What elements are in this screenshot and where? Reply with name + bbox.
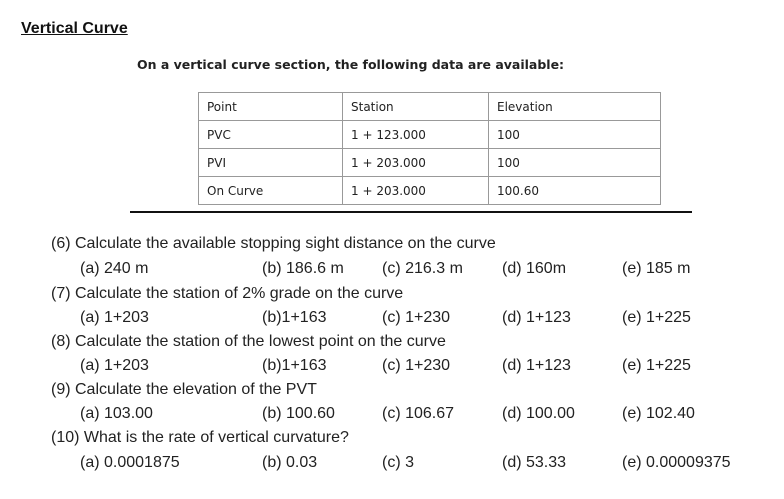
question-8: (8) Calculate the station of the lowest point on the curve: [51, 333, 446, 350]
page-title: Vertical Curve: [21, 20, 128, 37]
option-c: (c) 1+230: [382, 309, 451, 326]
option-d: (d) 1+123: [502, 357, 571, 374]
option-e: (e) 102.40: [622, 405, 695, 422]
option-b: (b) 186.6 m: [262, 260, 344, 277]
option-b: (b) 0.03: [262, 454, 318, 471]
option-a: (a) 103.00: [80, 405, 153, 422]
option-c: (c) 106.67: [382, 405, 455, 422]
question-6: (6) Calculate the available stopping sight distance on the curve: [51, 235, 496, 252]
option-e: (e) 1+225: [622, 309, 691, 326]
option-d: (d) 53.33: [502, 454, 567, 471]
option-c: (c) 1+230: [382, 357, 451, 374]
table-cell: PVC: [199, 121, 343, 149]
option-d: (d) 160m: [502, 260, 567, 277]
table-cell: On Curve: [199, 177, 343, 205]
horizontal-divider: [130, 211, 692, 213]
option-b: (b)1+163: [262, 357, 327, 374]
table-cell: PVI: [199, 149, 343, 177]
table-cell: 1 + 123.000: [343, 121, 489, 149]
option-a: (a) 1+203: [80, 309, 149, 326]
option-c: (c) 3: [382, 454, 414, 471]
table-row: [199, 177, 661, 205]
table-cell: 100.60: [489, 177, 661, 205]
option-e: (e) 0.00009375: [622, 454, 731, 471]
option-c: (c) 216.3 m: [382, 260, 463, 277]
table-header-row: [199, 93, 661, 121]
option-b: (b) 100.60: [262, 405, 335, 422]
table-cell: 1 + 203.000: [343, 149, 489, 177]
table-row: [199, 121, 661, 149]
option-e: (e) 1+225: [622, 357, 691, 374]
option-a: (a) 240 m: [80, 260, 149, 277]
option-a: (a) 1+203: [80, 357, 149, 374]
option-b: (b)1+163: [262, 309, 327, 326]
option-d: (d) 100.00: [502, 405, 575, 422]
intro-text: On a vertical curve section, the following data are available:: [137, 57, 565, 72]
table-cell: 100: [489, 149, 661, 177]
option-a: (a) 0.0001875: [80, 454, 180, 471]
question-9: (9) Calculate the elevation of the PVT: [51, 381, 317, 398]
table-cell: 100: [489, 121, 661, 149]
header-elevation: Elevation: [489, 93, 661, 121]
data-table: [198, 92, 661, 205]
question-7: (7) Calculate the station of 2% grade on the curve: [51, 285, 404, 302]
header-station: Station: [343, 93, 489, 121]
option-d: (d) 1+123: [502, 309, 571, 326]
option-e: (e) 185 m: [622, 260, 691, 277]
table-cell: 1 + 203.000: [343, 177, 489, 205]
question-10: (10) What is the rate of vertical curvature?: [51, 429, 349, 446]
table-row: [199, 149, 661, 177]
header-point: Point: [199, 93, 343, 121]
